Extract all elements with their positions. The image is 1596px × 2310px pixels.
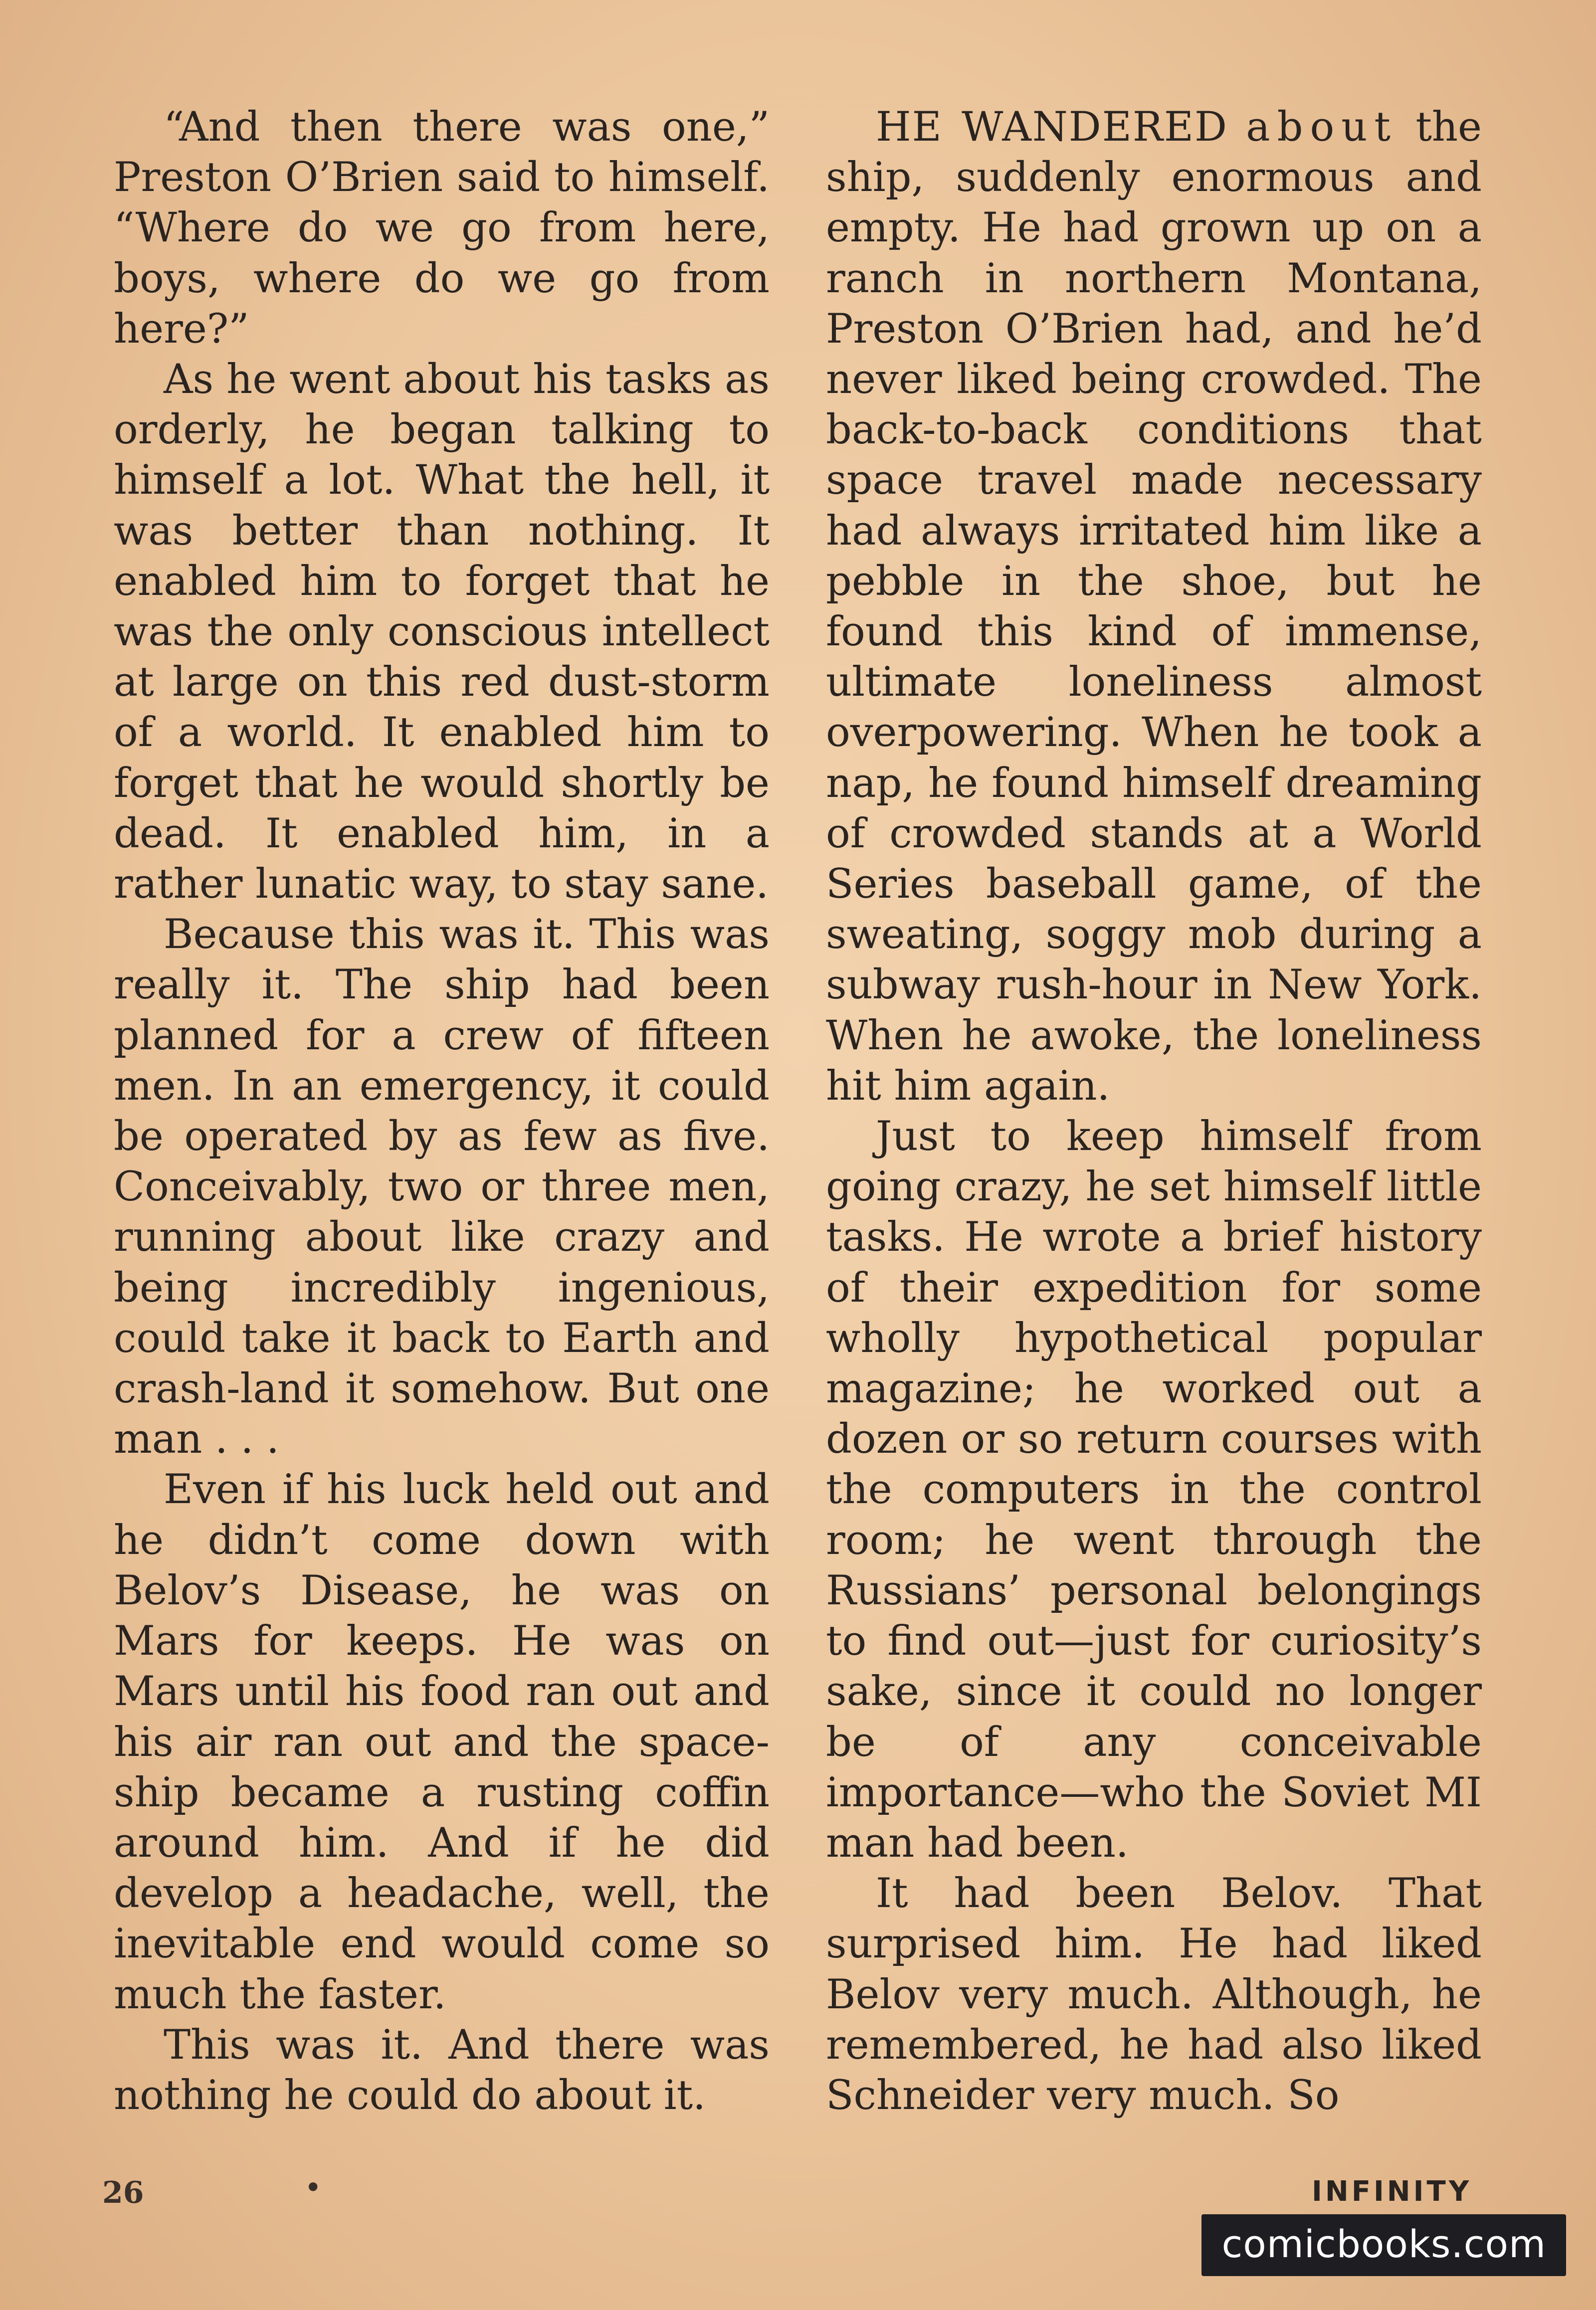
paragraph: It had been Belov. That surprised him. He had liked Belov very much. Although, he remembered, he had also liked Schneider very much. So bbox=[826, 1870, 1482, 2119]
paragraph: Because this was it. This was really it. The ship had been planned for a crew of fifteen men. In an emergency, it could be operated by as few as five. Conceivably, two or three men, running about like crazy and being incredibly ingenious, could take it back to Earth and crash-land it somehow. But one man . . . bbox=[114, 911, 770, 1463]
paragraph: “And then there was one,” Preston O’Brien said to himself. “Where do we go from here, boys, where do we go from here?” bbox=[114, 104, 770, 353]
paragraph: Even if his luck held out and he didn’t come down with Belov’s Disease, he was on Mars for keeps. He was on Mars until his food ran out and his air ran out and the space-ship became a rusting coffin around him. And if he did develop a headache, well, the inevitable end would come so much the faster. bbox=[114, 1466, 770, 2018]
paragraph: Just to keep himself from going crazy, he set himself little tasks. He wrote a brief history of their expedition for some wholly hypothetical popular magazine; he worked out a dozen or so return courses with the computers in the control room; he went through the Russians’ personal belongings to find out—just for curiosity’s sake, since it could no longer be of any conceivable importance—who the Soviet MI man had been. bbox=[826, 1113, 1482, 1867]
section-lead-spaced: about bbox=[1246, 104, 1397, 151]
magazine-name: INFINITY bbox=[1312, 2175, 1472, 2208]
page-number: 26 bbox=[102, 2175, 144, 2210]
paragraph: As he went about his tasks as orderly, he began talking to himself a lot. What the hell, it was better than nothing. It enabled him to forget that he was the only conscious intellect at large on this red dust-storm of a world. It enabled him to forget that he would shortly be dead. It enabled him, in a rather lunatic way, to stay sane. bbox=[114, 356, 770, 908]
section-lead-caps: HE WANDERED bbox=[876, 104, 1228, 151]
paragraph: This was it. And there was nothing he could do about it. bbox=[114, 2021, 770, 2119]
right-column bbox=[826, 102, 1482, 2121]
watermark-badge: comicbooks.com bbox=[1201, 2214, 1566, 2276]
left-column bbox=[114, 102, 770, 2121]
footer-dot: • bbox=[304, 2170, 322, 2205]
section-opening-paragraph bbox=[826, 102, 1482, 1112]
section-opening-text: the ship, suddenly enormous and empty. He had grown up on a ranch in northern Montana, Preston O’Brien had, and he’d never liked being crowded. The back-to-back conditions that space travel made necessary had always irritated him like a pebble in the shoe, but he found this kind of immense, ultimate loneliness almost overpowering. When he took a nap, he found himself dreaming of crowded stands at a World Series baseball game, of the sweating, soggy mob during a subway rush-hour in New York. When he awoke, the loneliness hit him again. bbox=[826, 104, 1482, 1110]
